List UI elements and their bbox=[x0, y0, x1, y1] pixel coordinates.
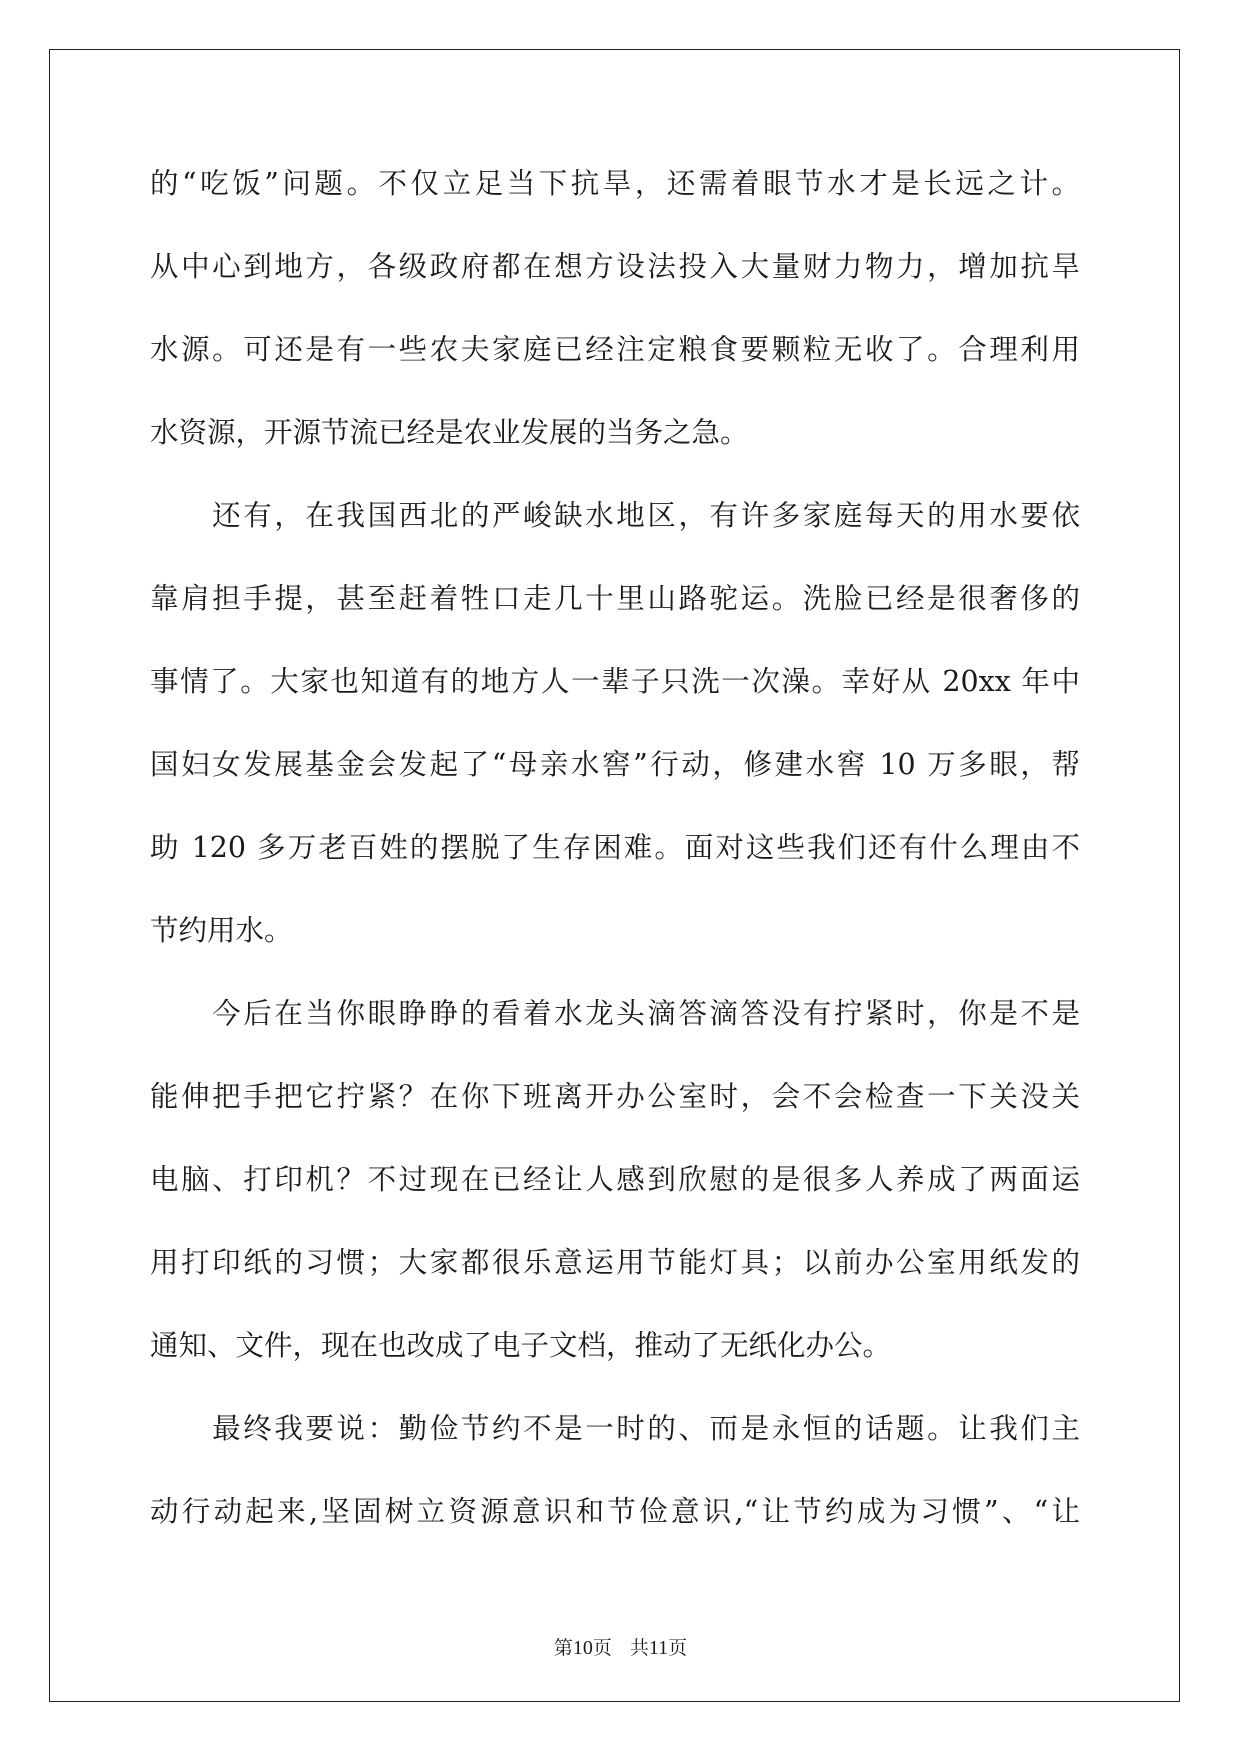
text-line: 节约用水。 bbox=[150, 914, 293, 947]
document-body bbox=[150, 158, 1080, 1569]
text-line: 事情了。大家也知道有的地方人一辈子只洗一次澡。幸好从 20xx 年中 bbox=[150, 665, 1080, 698]
text-line: 通知、文件，现在也改成了电子文档，推动了无纸化办公。 bbox=[150, 1329, 892, 1362]
text-line: 电脑、打印机？不过现在已经让人感到欣慰的是很多人养成了两面运 bbox=[150, 1163, 1080, 1196]
page-footer bbox=[0, 1636, 1241, 1660]
total-suffix: 页 bbox=[668, 1637, 688, 1659]
page-suffix: 页 bbox=[592, 1637, 612, 1659]
text-line: 水资源，开源节流已经是农业发展的当务之急。 bbox=[150, 416, 749, 449]
text-line: 今后在当你眼睁睁的看着水龙头滴答滴答没有拧紧时，你是不是 bbox=[150, 997, 1080, 1030]
text-line: 动行动起来,坚固树立资源意识和节俭意识,“让节约成为习惯”、“让 bbox=[150, 1495, 1080, 1528]
text-line: 用打印纸的习惯；大家都很乐意运用节能灯具；以前办公室用纸发的 bbox=[150, 1246, 1080, 1279]
text-line: 能伸把手把它拧紧？在你下班离开办公室时，会不会检查一下关没关 bbox=[150, 1080, 1080, 1113]
text-line: 最终我要说：勤俭节约不是一时的、而是永恒的话题。让我们主 bbox=[150, 1412, 1080, 1445]
total-prefix: 共 bbox=[629, 1637, 649, 1659]
page-number: 10 bbox=[572, 1637, 593, 1659]
total-pages: 11 bbox=[648, 1637, 669, 1659]
page-prefix: 第 bbox=[553, 1637, 573, 1659]
text-line: 国妇女发展基金会发起了“母亲水窖”行动，修建水窖 10 万多眼，帮 bbox=[150, 748, 1080, 781]
text-line: 水源。可还是有一些农夫家庭已经注定粮食要颗粒无收了。合理利用 bbox=[150, 333, 1080, 366]
text-line: 从中心到地方，各级政府都在想方设法投入大量财力物力，增加抗旱 bbox=[150, 250, 1080, 283]
text-line: 还有，在我国西北的严峻缺水地区，有许多家庭每天的用水要依 bbox=[150, 499, 1080, 532]
text-line: 靠肩担手提，甚至赶着牲口走几十里山路驼运。洗脸已经是很奢侈的 bbox=[150, 582, 1080, 615]
text-line: 助 120 多万老百姓的摆脱了生存困难。面对这些我们还有什么理由不 bbox=[150, 831, 1080, 864]
text-line: 的“吃饭”问题。不仅立足当下抗旱，还需着眼节水才是长远之计。 bbox=[150, 167, 1080, 200]
